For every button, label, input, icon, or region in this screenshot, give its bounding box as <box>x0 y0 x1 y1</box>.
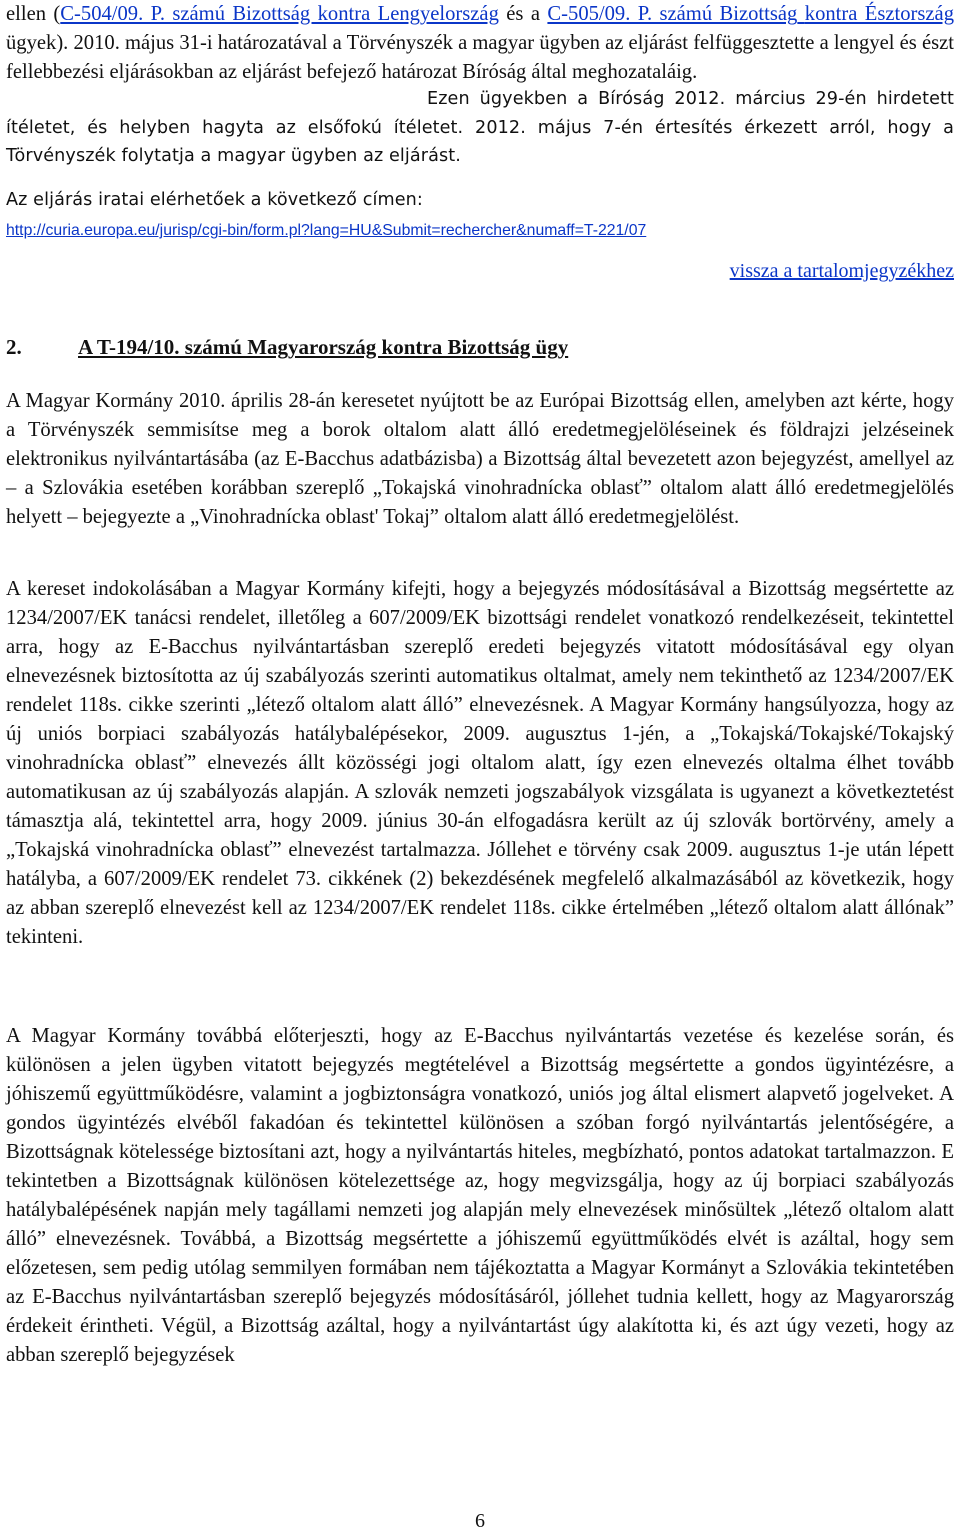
documents-available-text: Az eljárás iratai elérhetőek a következő címen: <box>6 190 423 210</box>
top-paragraph <box>6 0 954 87</box>
section-heading <box>6 335 568 360</box>
case-link-c505[interactable] <box>547 3 954 25</box>
paragraph-2-text: A kereset indokolásában a Magyar Kormány kifejti, hogy a bejegyzés módosításával a Bizottság megsértette az 1234/2007/EK tanácsi rendelet, illetőleg a 607/2009/EK bizottsági rendelet vonatkozó rendelkezéseit, tekintettel arra, hogy az E-Bacchus nyilvántartásban szereplő eredeti bejegyzés vitatott módosításával egy olyan elnevezésnek biztosította az új szabályozás szerinti automatikus oltalmat, amely nem tekinthető az 1234/2007/EK rendelet 118s. cikke szerinti „létező oltalom alatt álló” elnevezésnek. A Magyar Kormány hangsúlyozza, hogy az új uniós borpiaci szabályozás hatálybalépésekor, 2009. augusztus 1-jén, a „Tokajská/Tokajské/Tokajský vinohradnícka oblasť” elnevezés állt közösségi jogi oltalom alatt, így ezen elnevezés oltalma élhet tovább automatikusan az új szabályozás alapján. A szlovák nemzeti jogszabályok vizsgálata is ugyanezt a következtetést támasztja alá, tekintettel arra, hogy 2009. június 30-án elfogadásra került az új szlovák bortörvény, amely a „Tokajská vinohradnícka oblasť” elnevezést tartalmazza. Jóllehet e törvény csak 2009. augusztus 1-je után lépett hatályba, a 607/2009/EK rendelet 73. cikkének (2) bekezdésének megfelelő alkalmazásából az következik, hogy az abban szereplő elnevezést kell az 1234/2007/EK rendelet 118s. cikke értelmében „létező oltalom alatt állónak” tekinteni. <box>6 578 954 948</box>
page-number: 6 <box>475 1510 485 1532</box>
paragraph-3 <box>6 1022 954 1370</box>
documents-available-line <box>6 186 954 215</box>
section-number: 2. <box>6 335 22 359</box>
paragraph-1-text: A Magyar Kormány 2010. április 28-án keresetet nyújtott be az Európai Bizottság ellen, amelyben azt kérte, hogy a Törvényszék semmisítse meg a borok oltalom alatt álló eredetmegjelöléseinek és földrajzi jelzéseinek elektronikus nyilvántartásába (az E-Bacchus adatbázisba) a Bizottság által bevezetett azon bejegyzést, amellyel az – a Szlovákia esetében korábban szereplő „Tokajská vinohradnícka oblasť” oltalom alatt álló eredetmegjelölés helyett – bejegyezte a „Vinohradnícka oblast' Tokaj” oltalom alatt álló eredetmegjelölést. <box>6 390 954 528</box>
procedure-status-paragraph <box>6 85 954 171</box>
procedure-status-text: Ezen ügyekben a Bíróság 2012. március 29-én hirdetett ítéletet, és helyben hagyta az elsőfokú ítéletet. 2012. május 7-én értesítés érkezett arról, hogy a Törvényszék folytatja a magyar ügyben az eljárást. <box>6 89 954 167</box>
paragraph-2 <box>6 575 954 952</box>
section-title: A T-194/10. számú Magyarország kontra Bizottság ügy <box>78 335 569 359</box>
top-paragraph-prefix: ellen ( <box>6 3 61 25</box>
curia-url-link[interactable]: http://curia.europa.eu/jurisp/cgi-bin/form.pl?lang=HU&Submit=rechercher&numaff=T-221/07 <box>6 222 647 239</box>
paragraph-1 <box>6 387 954 532</box>
case-link-c504[interactable]: C-504/09. P. számú Bizottság kontra Lengyelország <box>60 3 499 25</box>
top-paragraph-connector: és a <box>498 3 548 25</box>
back-to-toc-link[interactable]: vissza a tartalomjegyzékhez <box>729 260 954 282</box>
case-link-c505-part2: kontra Észtország <box>804 3 954 25</box>
top-paragraph-text: ügyek). 2010. május 31-i határozatával a Törvényszék a magyar ügyben az eljárást felfüggesztette a lengyel és észt fellebbezési eljárásokban az eljárást befejező határozat Bíróság által meghozataláig. <box>6 32 954 83</box>
paragraph-3-text: A Magyar Kormány továbbá előterjeszti, hogy az E-Bacchus nyilvántartás vezetése és kezelése során, és különösen a jelen ügyben vitatott bejegyzés megtételével a Bizottság megsértette a gondos ügyintézésre, a jóhiszemű együttműködésre, valamint a jogbiztonságra vonatkozó, uniós jog által elismert alapvető jogelveket. A gondos ügyintézés elvéből fakadóan és tekintettel különösen a szóban forgó nyilvántartás jelentőségére, a Bizottságnak kötelessége biztosítani azt, hogy a nyilvántartás hiteles, megbízható, pontos adatokat tartalmazzon. E tekintetben a Bizottságnak különösen kötelezettsége az, hogy megvizsgálja, hogy az új borpiaci szabályozás hatálybalépésének napján mely tagállami nemzeti jog alapján mely elnevezések minősültek „létező oltalom alatt álló” elnevezésnek. Továbbá, a Bizottság megsértette a jóhiszemű együttműködés elvét is azáltal, hogy sem előzetesen, sem pedig utólag semmilyen formában nem tájékoztatta a Magyar Kormányt a Szlovákia tekintetében az E-Bacchus nyilvántartásban szereplő bejegyzés módosításáról, jóllehet tudnia kellett, hogy az Magyarország érdekeit érintheti. Végül, a Bizottság azáltal, hogy a nyilvántartást úgy alakította ki, és azt úgy vezeti, hogy az abban szereplő bejegyzések <box>6 1025 954 1366</box>
case-link-c505-part1: C-505/09. P. számú Bizottság <box>547 3 798 25</box>
